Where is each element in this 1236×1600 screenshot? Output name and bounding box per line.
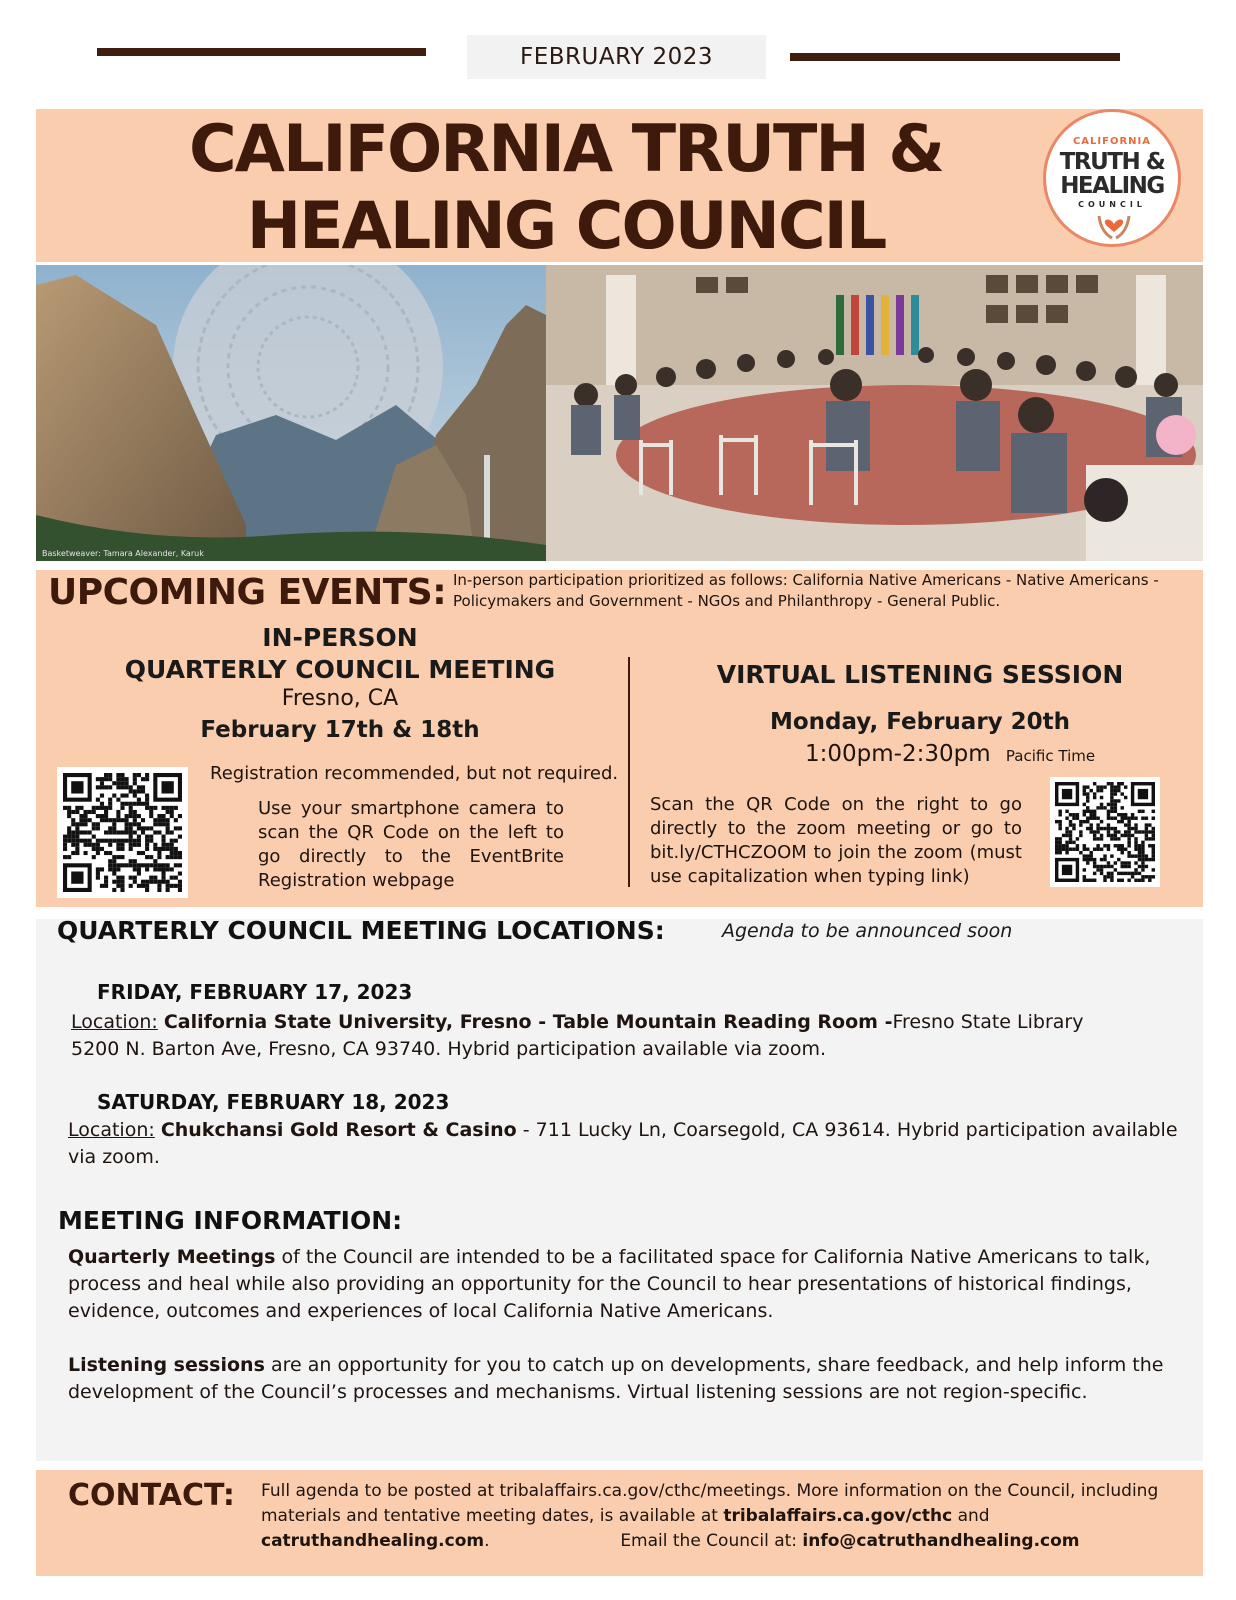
in-person-city: Fresno, CA: [281, 686, 399, 711]
day1-address: 5200 N. Barton Ave, Fresno, CA 93740. Hybrid participation available via zoom.: [71, 1038, 826, 1060]
qr-code-image: [1055, 782, 1155, 882]
registration-note: Registration recommended, but not required.: [210, 763, 619, 784]
photo-credit: Basketweaver: Tamara Alexander, Karuk: [42, 549, 204, 558]
date-label: FEBRUARY 2023: [467, 35, 766, 79]
day2-date: SATURDAY, FEBRUARY 18, 2023: [97, 1090, 450, 1114]
in-person-qr-instructions: Use your smartphone camera to scan the QR Code on the left to go directly to the EventBrite Registration webpage: [258, 798, 564, 891]
in-person-title: IN-PERSON QUARTERLY COUNCIL MEETING: [124, 623, 556, 684]
zoom-qr-code[interactable]: [1050, 777, 1160, 887]
day1-venue: California State University, Fresno - Table Mountain Reading Room -: [163, 1011, 893, 1033]
listening-sessions-paragraph: Listening sessions are an opportunity for you to catch up on developments, share feedback, and help inform the development of the Council’s processes and mechanisms. Virtual listening sessions are not region-specific.: [68, 1354, 1164, 1403]
top-rule-left: [97, 48, 426, 56]
day2-address: - 711 Lucky Ln, Coarsegold, CA 93614. Hybrid participation available via zoom.: [68, 1119, 1178, 1168]
catruthandhealing-link[interactable]: catruthandhealing.com: [261, 1531, 485, 1551]
contact-heading: CONTACT:: [68, 1478, 235, 1513]
locations-heading: QUARTERLY COUNCIL MEETING LOCATIONS:: [57, 916, 665, 945]
council-meeting-photo: [546, 265, 1203, 561]
day2-venue: Chukchansi Gold Resort & Casino: [160, 1119, 517, 1141]
participation-priority-note: In-person participation prioritized as follows: California Native Americans - Native Americans - Policymakers and Government - NGOs and Philanthropy - General Public.: [453, 571, 1159, 610]
virtual-session-title: VIRTUAL LISTENING SESSION: [716, 660, 1124, 689]
timezone-label: Pacific Time: [1005, 747, 1096, 765]
qr-code-image: [63, 773, 182, 892]
heart-hands-icon: [1095, 210, 1133, 240]
council-website-link[interactable]: tribalaffairs.ca.gov/cthc: [723, 1506, 953, 1526]
day1-location: Location: California State University, Fresno - Table Mountain Reading Room -Fresno State Library 5200 N. Barton Ave, Fresno, CA 93740. Hybrid participation available via zoom.: [71, 1011, 1084, 1060]
contact-text: Full agenda to be posted at tribalaffairs.ca.gov/cthc/meetings. More information on the Council, including materials and tentative meeting dates, is available at tribalaffairs.ca.gov/cthc and catruthandhealing.com. Email the Council at: info@catruthandhealing.com: [261, 1481, 1159, 1551]
day1-date: FRIDAY, FEBRUARY 17, 2023: [97, 980, 413, 1004]
agenda-note: Agenda to be announced soon: [722, 920, 1013, 942]
in-person-dates: February 17th & 18th: [200, 717, 480, 743]
virtual-session-time: 1:00pm-2:30pm Pacific Time: [805, 741, 1096, 767]
day2-location: Location: Chukchansi Gold Resort & Casino - 711 Lucky Ln, Coarsegold, CA 93614. Hybrid participation available via zoom.: [68, 1119, 1178, 1168]
yosemite-photo: [36, 265, 546, 561]
header-banner: [36, 109, 1203, 262]
quarterly-meetings-paragraph: Quarterly Meetings of the Council are intended to be a facilitated space for California Native Americans to talk, process and heal while also providing an opportunity for the Council to hear presentations of historical findings, evidence, outcomes and experiences of local California Native Americans.: [68, 1246, 1151, 1322]
virtual-session-date: Monday, February 20th: [769, 709, 1071, 735]
events-divider: [628, 657, 630, 887]
page-title: CALIFORNIA TRUTH & HEALING COUNCIL: [188, 112, 944, 264]
meeting-info-heading: MEETING INFORMATION:: [58, 1206, 403, 1235]
upcoming-events-heading: UPCOMING EVENTS:: [48, 572, 447, 613]
contact-email-link[interactable]: info@catruthandhealing.com: [802, 1531, 1080, 1551]
council-logo: CALIFORNIA TRUTH & HEALING COUNCIL: [1043, 109, 1181, 247]
virtual-qr-instructions: Scan the QR Code on the right to go directly to the zoom meeting or go to bit.ly/CTHCZOOM to join the zoom (must use capitalization when typing link): [650, 794, 1022, 887]
eventbrite-qr-code[interactable]: [57, 767, 188, 898]
top-rule-right: [790, 53, 1120, 61]
contact-panel: [36, 1470, 1203, 1576]
